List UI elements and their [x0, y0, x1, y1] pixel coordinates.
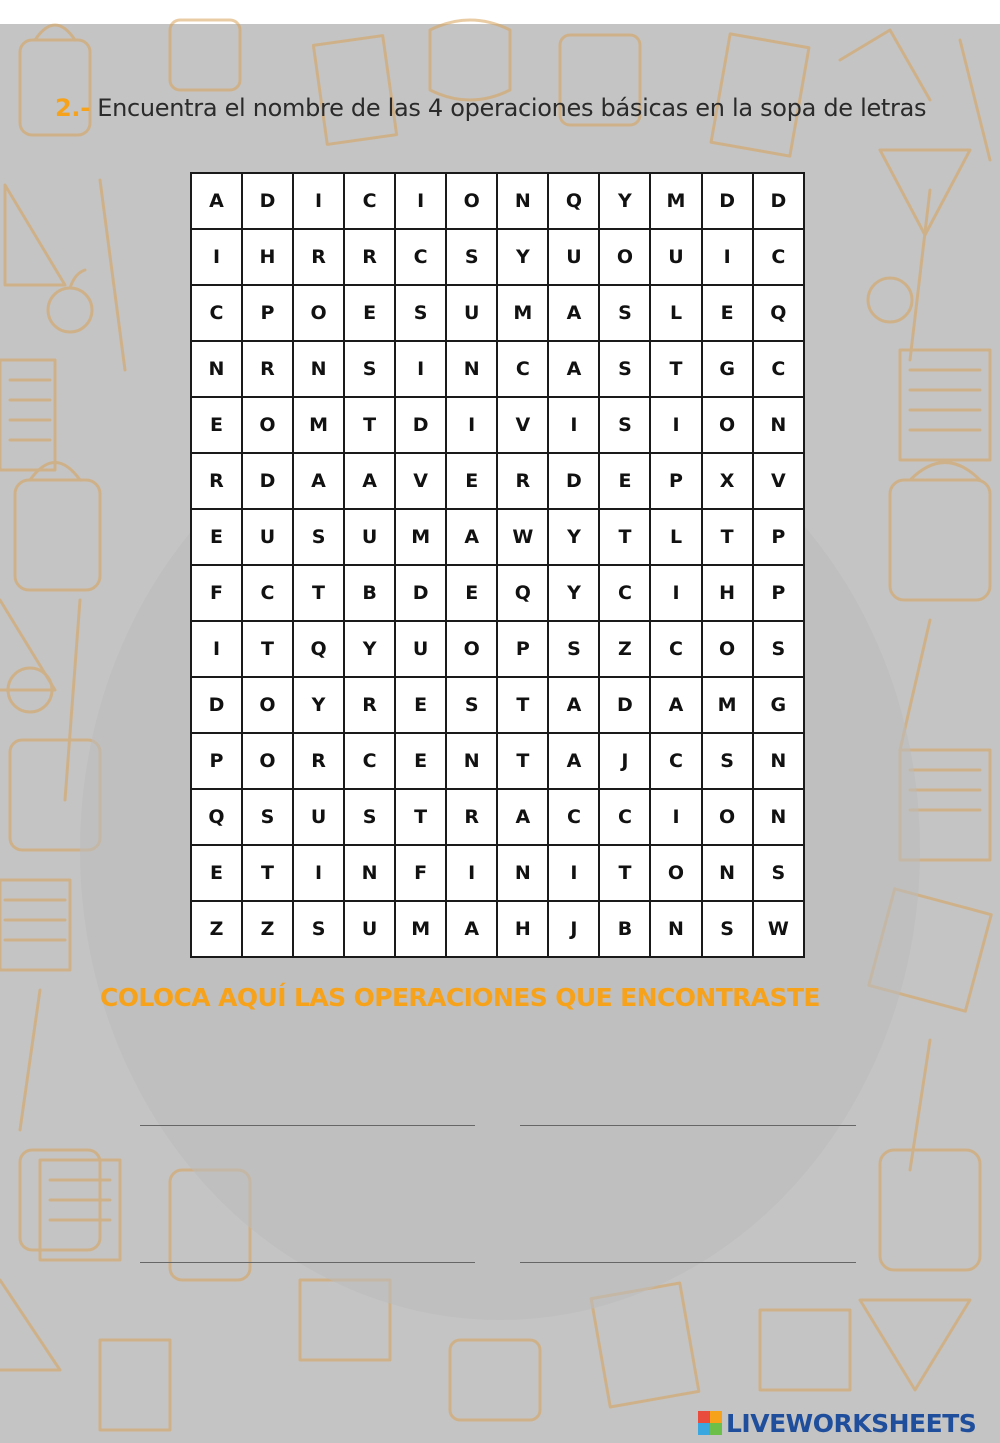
grid-cell[interactable]: A: [344, 453, 395, 509]
answer-field-2[interactable]: [520, 1125, 856, 1126]
grid-cell[interactable]: O: [446, 621, 497, 677]
grid-cell[interactable]: O: [702, 621, 753, 677]
grid-row: [191, 845, 804, 901]
grid-cell[interactable]: C: [599, 565, 650, 621]
grid-cell[interactable]: R: [497, 453, 548, 509]
grid-cell[interactable]: C: [497, 341, 548, 397]
grid-cell[interactable]: H: [242, 229, 293, 285]
grid-cell[interactable]: P: [191, 733, 242, 789]
grid-cell[interactable]: U: [548, 229, 599, 285]
grid-cell[interactable]: T: [497, 677, 548, 733]
grid-cell[interactable]: B: [344, 565, 395, 621]
grid-cell[interactable]: S: [344, 789, 395, 845]
grid-cell[interactable]: F: [395, 845, 446, 901]
grid-row: [191, 285, 804, 341]
grid-cell[interactable]: T: [599, 509, 650, 565]
instruction: [55, 88, 926, 128]
grid-cell[interactable]: C: [548, 789, 599, 845]
grid-cell[interactable]: E: [344, 285, 395, 341]
grid-cell[interactable]: S: [242, 789, 293, 845]
word-search-grid: [190, 172, 805, 958]
grid-cell[interactable]: S: [599, 341, 650, 397]
grid-cell[interactable]: U: [242, 509, 293, 565]
grid-cell[interactable]: P: [242, 285, 293, 341]
triangle-ruler-doodle: [5, 185, 65, 285]
grid-cell[interactable]: R: [293, 229, 344, 285]
grid-cell[interactable]: D: [242, 173, 293, 229]
grid-cell[interactable]: V: [395, 453, 446, 509]
grid-cell[interactable]: S: [395, 285, 446, 341]
grid-cell[interactable]: Q: [191, 789, 242, 845]
grid-cell[interactable]: C: [753, 229, 804, 285]
grid-cell[interactable]: Z: [242, 901, 293, 957]
grid-cell[interactable]: A: [548, 733, 599, 789]
grid-cell[interactable]: N: [446, 341, 497, 397]
grid-cell[interactable]: E: [191, 397, 242, 453]
grid-cell[interactable]: N: [753, 397, 804, 453]
grid-cell[interactable]: Y: [599, 173, 650, 229]
grid-cell[interactable]: A: [548, 341, 599, 397]
grid-cell[interactable]: I: [650, 565, 701, 621]
grid-cell[interactable]: I: [650, 397, 701, 453]
grid-cell[interactable]: M: [497, 285, 548, 341]
grid-cell[interactable]: E: [191, 845, 242, 901]
grid-cell[interactable]: W: [497, 509, 548, 565]
grid-cell[interactable]: P: [753, 509, 804, 565]
grid-cell[interactable]: P: [497, 621, 548, 677]
grid-cell[interactable]: T: [497, 733, 548, 789]
grid-cell[interactable]: U: [395, 621, 446, 677]
grid-cell[interactable]: O: [242, 733, 293, 789]
grid-cell[interactable]: I: [191, 621, 242, 677]
grid-cell[interactable]: I: [293, 173, 344, 229]
grid-row: [191, 789, 804, 845]
grid-cell[interactable]: N: [650, 901, 701, 957]
grid-cell[interactable]: I: [395, 341, 446, 397]
grid-cell[interactable]: A: [293, 453, 344, 509]
grid-cell[interactable]: A: [497, 789, 548, 845]
grid-cell[interactable]: N: [191, 341, 242, 397]
grid-cell[interactable]: Y: [548, 565, 599, 621]
grid-cell[interactable]: Y: [293, 677, 344, 733]
grid-row: [191, 901, 804, 957]
grid-cell[interactable]: N: [497, 845, 548, 901]
grid-row: [191, 677, 804, 733]
answers-heading: COLOCA AQUÍ LAS OPERACIONES QUE ENCONTRASTE: [100, 983, 820, 1012]
grid-cell[interactable]: Q: [293, 621, 344, 677]
grid-cell[interactable]: Q: [753, 285, 804, 341]
grid-cell[interactable]: R: [293, 733, 344, 789]
grid-cell[interactable]: N: [446, 733, 497, 789]
notebook-doodle: [0, 360, 55, 470]
liveworksheets-logo[interactable]: [698, 1405, 976, 1441]
grid-cell[interactable]: T: [293, 565, 344, 621]
answer-field-1[interactable]: [140, 1125, 475, 1126]
grid-cell[interactable]: D: [395, 397, 446, 453]
grid-cell[interactable]: R: [344, 229, 395, 285]
instruction-text: Encuentra el nombre de las 4 operaciones básicas en la sopa de letras: [89, 94, 927, 122]
grid-row: [191, 453, 804, 509]
grid-cell[interactable]: E: [395, 733, 446, 789]
liveworksheets-icon: [698, 1411, 722, 1435]
grid-cell[interactable]: U: [293, 789, 344, 845]
apple-doodle: [48, 288, 92, 332]
grid-cell[interactable]: S: [446, 229, 497, 285]
grid-cell[interactable]: U: [344, 901, 395, 957]
grid-cell[interactable]: N: [344, 845, 395, 901]
grid-cell[interactable]: D: [548, 453, 599, 509]
grid-cell[interactable]: G: [702, 341, 753, 397]
grid-cell[interactable]: Q: [548, 173, 599, 229]
grid-cell[interactable]: O: [242, 677, 293, 733]
grid-cell[interactable]: S: [753, 621, 804, 677]
grid-cell[interactable]: O: [242, 397, 293, 453]
grid-cell[interactable]: S: [753, 845, 804, 901]
grid-cell[interactable]: C: [650, 733, 701, 789]
grid-cell[interactable]: E: [446, 565, 497, 621]
grid-cell[interactable]: O: [702, 789, 753, 845]
grid-cell[interactable]: Y: [497, 229, 548, 285]
grid-cell[interactable]: S: [344, 341, 395, 397]
grid-row: [191, 565, 804, 621]
grid-cell[interactable]: H: [702, 565, 753, 621]
grid-row: [191, 341, 804, 397]
grid-cell[interactable]: M: [650, 173, 701, 229]
grid-cell[interactable]: T: [650, 341, 701, 397]
grid-cell[interactable]: D: [753, 173, 804, 229]
grid-cell[interactable]: M: [293, 397, 344, 453]
grid-cell[interactable]: Y: [548, 509, 599, 565]
grid-cell[interactable]: F: [191, 565, 242, 621]
grid-cell[interactable]: X: [702, 453, 753, 509]
grid-cell[interactable]: I: [650, 789, 701, 845]
grid-cell[interactable]: D: [191, 677, 242, 733]
grid-cell[interactable]: Z: [191, 901, 242, 957]
grid-cell[interactable]: O: [293, 285, 344, 341]
grid-cell[interactable]: S: [293, 901, 344, 957]
answer-field-4[interactable]: [520, 1262, 856, 1263]
grid-cell[interactable]: S: [599, 397, 650, 453]
grid-cell[interactable]: A: [446, 901, 497, 957]
grid-cell[interactable]: S: [599, 285, 650, 341]
grid-cell[interactable]: T: [599, 845, 650, 901]
grid-cell[interactable]: O: [599, 229, 650, 285]
grid-cell[interactable]: I: [293, 845, 344, 901]
grid-cell[interactable]: C: [344, 173, 395, 229]
grid-cell[interactable]: I: [395, 173, 446, 229]
grid-cell[interactable]: C: [650, 621, 701, 677]
grid-cell[interactable]: Q: [497, 565, 548, 621]
grid-cell[interactable]: V: [753, 453, 804, 509]
grid-cell[interactable]: N: [753, 733, 804, 789]
grid-cell[interactable]: T: [242, 621, 293, 677]
grid-cell[interactable]: A: [191, 173, 242, 229]
grid-cell[interactable]: N: [293, 341, 344, 397]
grid-cell[interactable]: D: [702, 173, 753, 229]
grid-cell[interactable]: V: [497, 397, 548, 453]
grid-cell[interactable]: Y: [344, 621, 395, 677]
grid-cell[interactable]: S: [702, 733, 753, 789]
grid-cell[interactable]: D: [599, 677, 650, 733]
grid-cell[interactable]: U: [344, 509, 395, 565]
grid-cell[interactable]: R: [344, 677, 395, 733]
question-number: 2.-: [55, 94, 90, 122]
grid-cell[interactable]: I: [548, 397, 599, 453]
grid-cell[interactable]: C: [599, 789, 650, 845]
grid-cell[interactable]: C: [242, 565, 293, 621]
grid-cell[interactable]: E: [446, 453, 497, 509]
grid-cell[interactable]: T: [395, 789, 446, 845]
grid-cell[interactable]: Z: [599, 621, 650, 677]
grid-cell[interactable]: E: [702, 285, 753, 341]
grid-cell[interactable]: A: [650, 677, 701, 733]
grid-cell[interactable]: U: [446, 285, 497, 341]
grid-cell[interactable]: R: [446, 789, 497, 845]
grid-row: [191, 173, 804, 229]
grid-cell[interactable]: O: [446, 173, 497, 229]
grid-row: [191, 733, 804, 789]
grid-cell[interactable]: L: [650, 509, 701, 565]
grid-cell[interactable]: D: [242, 453, 293, 509]
grid-cell[interactable]: O: [650, 845, 701, 901]
grid-cell[interactable]: A: [548, 285, 599, 341]
grid-cell[interactable]: R: [191, 453, 242, 509]
grid-cell[interactable]: W: [753, 901, 804, 957]
grid-cell[interactable]: G: [753, 677, 804, 733]
grid-cell[interactable]: O: [702, 397, 753, 453]
grid-cell[interactable]: E: [191, 509, 242, 565]
grid-cell[interactable]: C: [344, 733, 395, 789]
grid-cell[interactable]: S: [293, 509, 344, 565]
grid-cell[interactable]: M: [395, 509, 446, 565]
grid-cell[interactable]: R: [242, 341, 293, 397]
grid-cell[interactable]: T: [344, 397, 395, 453]
grid-row: [191, 509, 804, 565]
grid-cell[interactable]: S: [446, 677, 497, 733]
grid-cell[interactable]: S: [548, 621, 599, 677]
grid-row: [191, 621, 804, 677]
grid-cell[interactable]: I: [191, 229, 242, 285]
grid-cell[interactable]: N: [497, 173, 548, 229]
grid-cell[interactable]: T: [242, 845, 293, 901]
grid-cell[interactable]: N: [702, 845, 753, 901]
grid-cell[interactable]: B: [599, 901, 650, 957]
grid-cell[interactable]: L: [650, 285, 701, 341]
grid-row: [191, 397, 804, 453]
grid-cell[interactable]: J: [599, 733, 650, 789]
grid-cell[interactable]: T: [702, 509, 753, 565]
grid-cell[interactable]: J: [548, 901, 599, 957]
grid-cell[interactable]: P: [650, 453, 701, 509]
grid-cell[interactable]: H: [497, 901, 548, 957]
grid-cell[interactable]: A: [446, 509, 497, 565]
answer-field-3[interactable]: [140, 1262, 475, 1263]
grid-cell[interactable]: A: [548, 677, 599, 733]
grid-cell[interactable]: E: [395, 677, 446, 733]
grid-cell[interactable]: E: [599, 453, 650, 509]
grid-cell[interactable]: C: [191, 285, 242, 341]
grid-cell[interactable]: C: [395, 229, 446, 285]
grid-cell[interactable]: U: [650, 229, 701, 285]
grid-cell[interactable]: N: [753, 789, 804, 845]
grid-cell[interactable]: S: [702, 901, 753, 957]
grid-cell[interactable]: C: [753, 341, 804, 397]
grid-cell[interactable]: I: [702, 229, 753, 285]
grid-cell[interactable]: M: [395, 901, 446, 957]
grid-row: [191, 229, 804, 285]
grid-cell[interactable]: M: [702, 677, 753, 733]
grid-cell[interactable]: I: [446, 397, 497, 453]
grid-cell[interactable]: P: [753, 565, 804, 621]
grid-cell[interactable]: I: [446, 845, 497, 901]
brand-name: LIVEWORKSHEETS: [726, 1408, 977, 1438]
grid-cell[interactable]: I: [548, 845, 599, 901]
grid-cell[interactable]: D: [395, 565, 446, 621]
